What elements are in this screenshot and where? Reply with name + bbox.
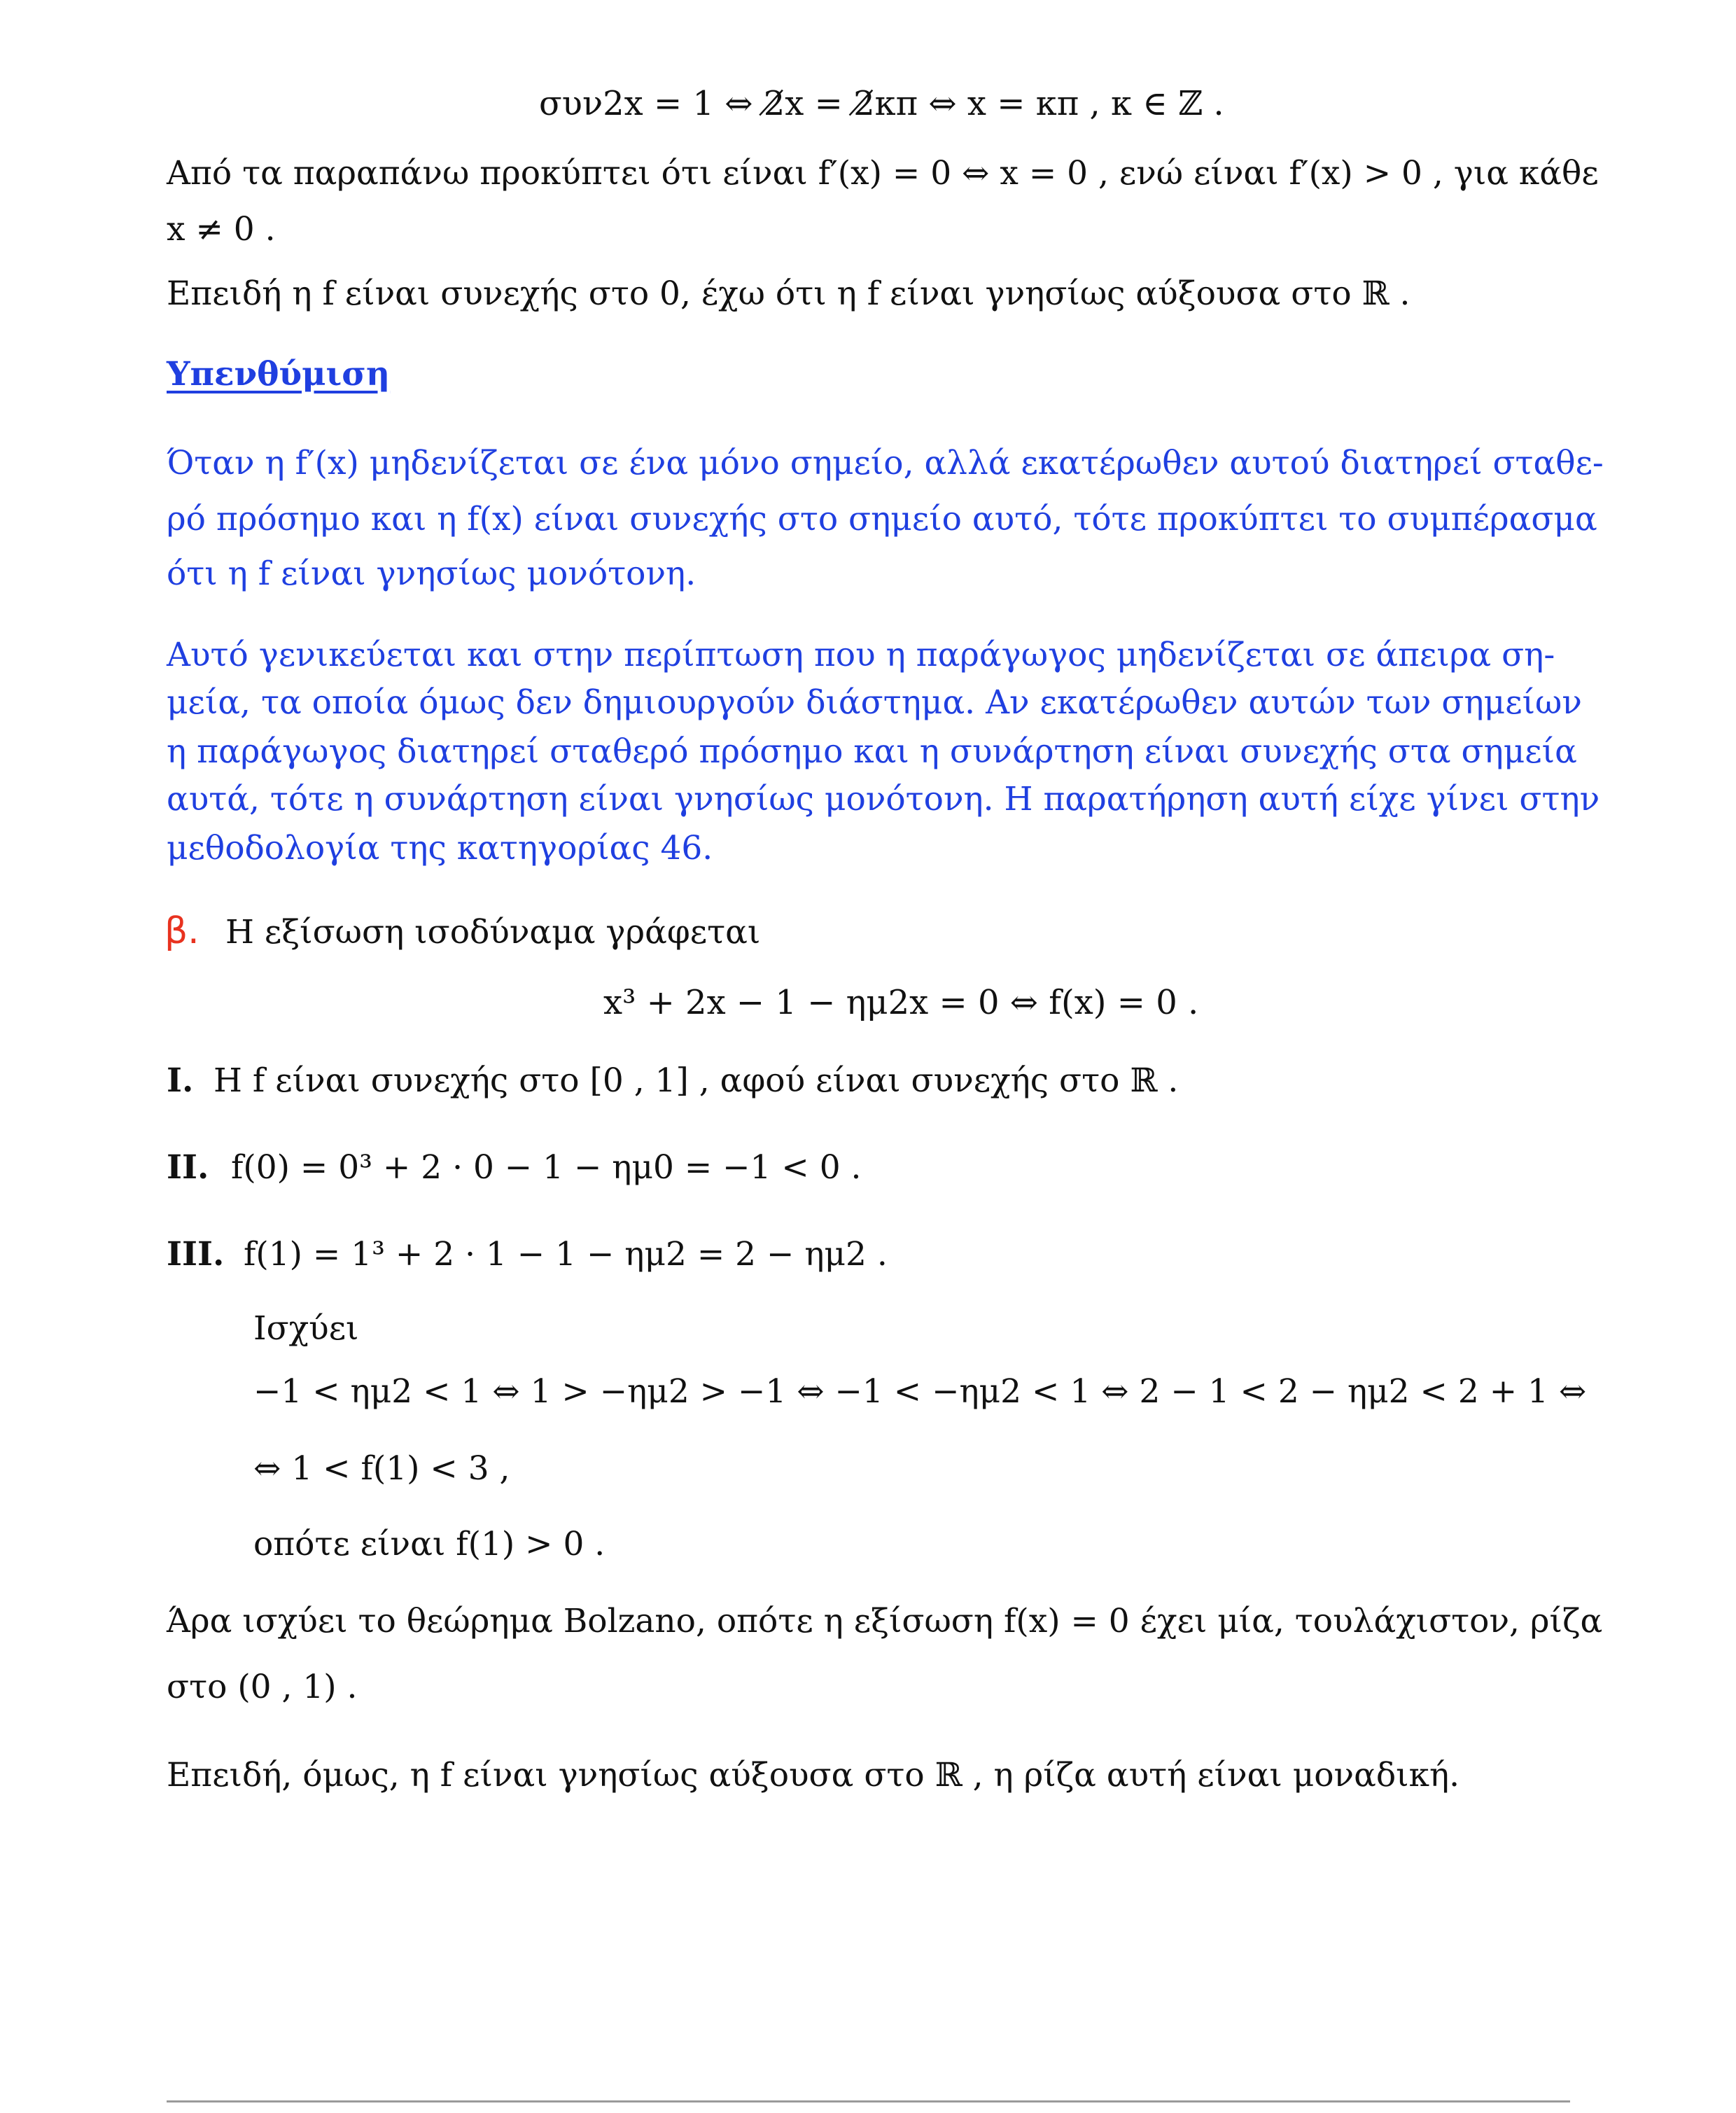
reminder-paragraph2-line4: αυτά, τότε η συνάρτηση είναι γνησίως μονότονη. Η παρατήρηση αυτή είχε γίνει στην bbox=[167, 780, 1600, 818]
paragraph-increasing: Επειδή η f είναι συνεχής στο 0, έχω ότι η f είναι γνησίως αύξουσα στο ℝ . bbox=[167, 274, 1410, 313]
reminder-paragraph2-line2: μεία, τα οποία όμως δεν δημιουργούν διάστημα. Αν εκατέρωθεν αυτών των σημείων bbox=[167, 683, 1582, 722]
item1-label: I. bbox=[167, 1061, 194, 1100]
item1-text: Η f είναι συνεχής στο [0 , 1] , αφού είναι συνεχής στο ℝ . bbox=[214, 1061, 1179, 1100]
paragraph-derivative-line1: Από τα παραπάνω προκύπτει ότι είναι f′(x) = 0 ⇔ x = 0 , ενώ είναι f′(x) > 0 , για κάθε bbox=[167, 154, 1599, 193]
reminder-paragraph1-line1: Όταν η f′(x) μηδενίζεται σε ένα μόνο σημείο, αλλά εκατέρωθεν αυτού διατηρεί σταθε- bbox=[167, 444, 1604, 482]
reminder-paragraph2-line5: μεθοδολογία της κατηγορίας 46. bbox=[167, 829, 713, 867]
inequality-chain-line3: οπότε είναι f(1) > 0 . bbox=[253, 1525, 606, 1563]
conclusion-line2: στο (0 , 1) . bbox=[167, 1668, 358, 1706]
main-equation: x³ + 2x − 1 − ημ2x = 0 ⇔ f(x) = 0 . bbox=[603, 983, 1199, 1022]
reminder-paragraph1-line3: ότι η f είναι γνησίως μονότονη. bbox=[167, 555, 696, 593]
cos-equation: συν2x = 1 ⇔ 2̸x = 2̸κπ ⇔ x = κπ , κ ∈ ℤ . bbox=[539, 84, 1224, 123]
paragraph-derivative-line2: x ≠ 0 . bbox=[167, 210, 276, 249]
item2-text: f(0) = 0³ + 2 · 0 − 1 − ημ0 = −1 < 0 . bbox=[231, 1148, 862, 1187]
reminder-heading: Υπενθύμιση bbox=[167, 355, 391, 393]
conclusion-line1: Άρα ισχύει το θεώρημα Bolzano, οπότε η εξίσωση f(x) = 0 έχει μία, τουλάχιστον, ρίζα bbox=[167, 1602, 1603, 1640]
footer-divider bbox=[167, 2100, 1570, 2102]
final-statement: Επειδή, όμως, η f είναι γνησίως αύξουσα στο ℝ , η ρίζα αυτή είναι μοναδική. bbox=[167, 1756, 1460, 1794]
reminder-paragraph2-line3: η παράγωγος διατηρεί σταθερό πρόσημο και η συνάρτηση είναι συνεχής στα σημεία bbox=[167, 732, 1577, 771]
item2-label: II. bbox=[167, 1148, 209, 1187]
part-beta-text: Η εξίσωση ισοδύναμα γράφεται bbox=[225, 913, 761, 951]
part-beta-label: β. bbox=[164, 910, 200, 952]
inequality-chain-line1: −1 < ημ2 < 1 ⇔ 1 > −ημ2 > −1 ⇔ −1 < −ημ2 < 1 ⇔ 2 − 1 < 2 − ημ2 < 2 + 1 ⇔ bbox=[253, 1372, 1587, 1411]
item3-text: f(1) = 1³ + 2 · 1 − 1 − ημ2 = 2 − ημ2 . bbox=[244, 1235, 888, 1274]
inequality-chain-line2: ⇔ 1 < f(1) < 3 , bbox=[253, 1449, 510, 1488]
item3-label: III. bbox=[167, 1235, 225, 1274]
holds-label: Ισχύει bbox=[253, 1309, 359, 1348]
reminder-paragraph2-line1: Αυτό γενικεύεται και στην περίπτωση που η παράγωγος μηδενίζεται σε άπειρα ση- bbox=[167, 636, 1555, 674]
reminder-paragraph1-line2: ρό πρόσημο και η f(x) είναι συνεχής στο σημείο αυτό, τότε προκύπτει το συμπέρασμα bbox=[167, 500, 1597, 538]
